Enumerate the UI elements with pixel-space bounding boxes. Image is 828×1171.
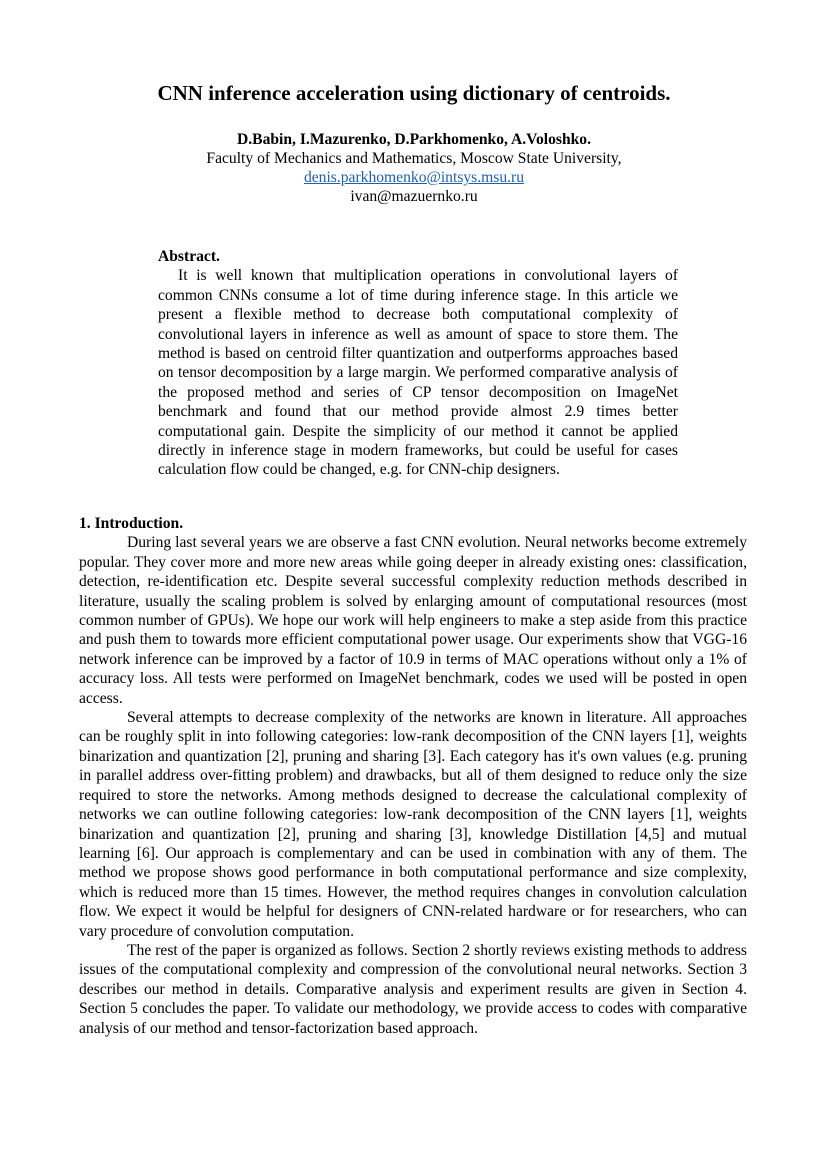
abstract-heading: Abstract. — [158, 248, 220, 265]
email-plain: ivan@mazuernko.ru — [350, 188, 478, 205]
introduction-section — [79, 514, 747, 1038]
abstract-body: It is well known that multiplication operations in convolutional layers of common CNNs consume a lot of time during inference stage. In this article we present a flexible method to decrease both computational complexity of convolutional layers in inference as well as amount of space to store them. The method is based on centroid filter quantization and outperforms approaches based on tensor decomposition by a large margin. We performed comparative analysis of the proposed method and series of CP tensor decomposition on ImageNet benchmark and found that our method provide almost 2.9 times better computational gain. Despite the simplicity of our method it cannot be applied directly in inference stage in modern frameworks, but could be useful for cases calculation flow could be changed, e.g. for CNN-chip designers. — [158, 267, 678, 479]
section-heading: 1. Introduction. — [79, 515, 184, 532]
email-link[interactable]: denis.parkhomenko@intsys.msu.ru — [303, 169, 525, 186]
paragraph: Several attempts to decrease complexity of the networks are known in literature. All approaches can be roughly split in into following categories: low-rank decomposition of the CNN layers [1], weights binarization and quantization [2], pruning and sharing [3]. Each category has it's own values (e.g. pruning in parallel address over-fitting problem) and drawbacks, but all of them designed to reduce only the size required to store the networks. Among methods designed to decrease the calculational complexity of networks we can outline following categories: low-rank decomposition of the CNN layers [1], weights binarization and quantization [2], pruning and sharing [3], knowledge Distillation [4,5] and mutual learning [6]. Our approach is complementary and can be used in combination with any of them. The method we propose shows good performance in both computational performance and size complexity, which is reduced more than 15 times. However, the method requires changes in convolution calculation flow. We expect it would be helpful for designers of CNN-related hardware or for researchers, who can vary procedure of convolution computation. — [79, 709, 747, 940]
author-block — [0, 130, 828, 206]
abstract-section — [158, 247, 678, 480]
affiliation: Faculty of Mechanics and Mathematics, Moscow State University, — [206, 150, 622, 167]
paper-title: CNN inference acceleration using dictionary of centroids. — [157, 81, 671, 105]
paragraph: The rest of the paper is organized as follows. Section 2 shortly reviews existing methods to address issues of the computational complexity and compression of the convolutional neural networks. Section 3 describes our method in details. Comparative analysis and experiment results are given in Section 4. Section 5 concludes the paper. To validate our methodology, we provide access to codes with comparative analysis of our method and tensor-factorization based approach. — [79, 941, 747, 1037]
paragraph: During last several years we are observe a fast CNN evolution. Neural networks become extremely popular. They cover more and more new areas while going deeper in already existing ones: classification, detection, re-identification etc. Despite several successful complexity reduction methods described in literature, usually the scaling problem is solved by enlarging amount of computational resources (most common number of GPUs). We hope our work will help engineers to make a step aside from this practice and push them to towards more efficient computational power usage. Our experiments show that VGG-16 network inference can be improved by a factor of 10.9 in terms of MAC operations without only a 1% of accuracy loss. All tests were performed on ImageNet benchmark, codes we used will be posted in open access. — [79, 534, 747, 707]
author-list: D.Babin, I.Mazurenko, D.Parkhomenko, A.Voloshko. — [237, 131, 591, 148]
